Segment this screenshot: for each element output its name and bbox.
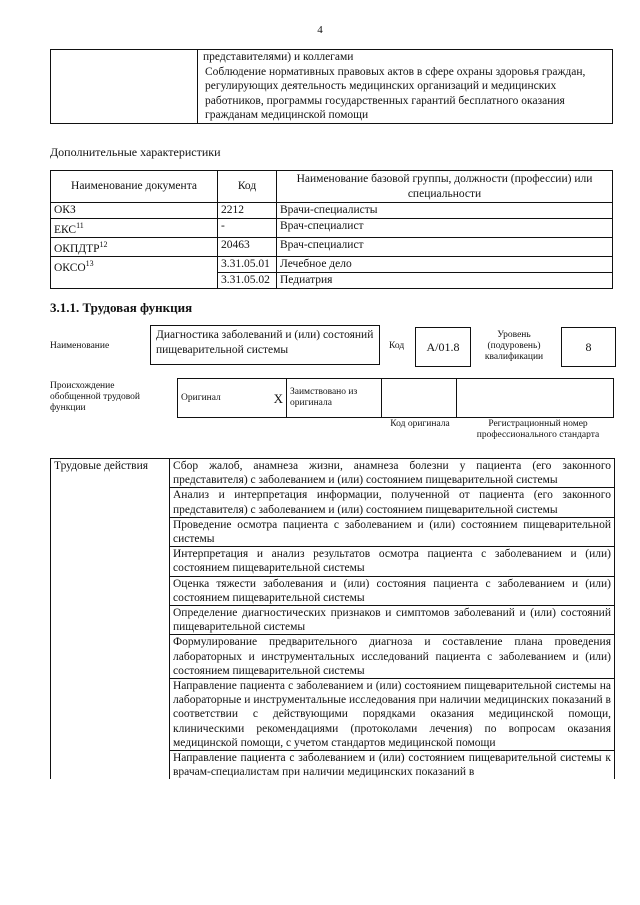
name-cell: Врачи-специалисты [277, 203, 613, 219]
table-row [51, 218, 613, 237]
page-number: 4 [317, 24, 323, 36]
function-heading: 3.1.1. Трудовая функция [50, 300, 193, 315]
code-label: Код [389, 341, 405, 351]
level-label: Уровень (подуровень) квалификации [484, 330, 544, 362]
action-item: Проведение осмотра пациента с заболеванием и (или) состоянием пищеварительной системы [170, 517, 615, 546]
action-item: Анализ и интерпретация информации, полученной от пациента (его законного представителя) с заболеванием и (или) состоянием пищеварительной системы [170, 488, 615, 517]
action-item: Сбор жалоб, анамнеза жизни, анамнеза болезни у пациента (его законного представителя) с заболеванием и (или) состоянием пищеварительной системы [170, 459, 615, 488]
name-cell: Врач-специалист [277, 238, 613, 257]
actions-label: Трудовые действия [51, 459, 170, 780]
additional-title: Дополнительные характеристики [50, 145, 221, 159]
empty-label-cell [51, 50, 198, 124]
action-item: Направление пациента с заболеванием и (или) состоянием пищеварительной системы на лабораторные и инструментальные исследования при наличии медицинских показаний в соответствии с действующими порядками оказания медицинской помощи, клиническими рекомендациями (протоколами лечения) по вопросам оказания медицинской помощи, с учетом стандартов медицинской помощи [170, 679, 615, 751]
doc-name: ОКСО [54, 262, 86, 275]
continuation-table [50, 49, 613, 124]
continuation-paragraph: Соблюдение нормативных правовых актов в сфере охраны здоровья граждан, регулирующих деятельность медицинских организаций и медицинских работников, программы государственных гарантий бесплатного оказания гражданам медицинской помощи [205, 65, 586, 122]
action-item: Оценка тяжести заболевания и (или) состояния пациента с заболеванием и (или) состоянием пищеварительной системы [170, 576, 615, 605]
name-cell: Педиатрия [277, 273, 613, 289]
footnote-mark: 12 [99, 240, 108, 250]
name-cell: Врач-специалист [277, 218, 613, 237]
code-original-cell [382, 379, 457, 418]
action-item: Формулирование предварительного диагноза и составление плана проведения лабораторных и инструментальных исследований пациента с заболеванием и (или) состоянием пищеварительной системы [170, 635, 615, 679]
code-original-label: Код оригинала [390, 419, 450, 429]
actions-table [50, 458, 615, 779]
original-mark: X [268, 379, 287, 418]
footnote-mark: 11 [76, 220, 84, 230]
function-name: Диагностика заболеваний и (или) состояний пищеварительной системы [150, 325, 380, 365]
action-item: Интерпретация и анализ результатов осмотра пациента с заболеванием и (или) состоянием пищеварительной системы [170, 547, 615, 576]
code-cell: 20463 [218, 238, 277, 257]
doc-name: ОКЗ [54, 204, 76, 216]
function-code: А/01.8 [415, 327, 471, 367]
origin-label: Происхождение обобщенной трудовой функции [50, 381, 140, 413]
origin-table [177, 378, 614, 418]
code-cell: 2212 [218, 203, 277, 219]
doc-name: ОКПДТР [54, 242, 100, 255]
level-value: 8 [561, 327, 616, 367]
doc-name: ЕКС [54, 223, 77, 236]
action-item: Определение диагностических признаков и симптомов заболеваний и (или) состояний пищеварительной системы [170, 606, 615, 635]
header-name: Наименование базовой группы, должности (профессии) или специальности [277, 171, 613, 203]
action-item: Направление пациента с заболеванием и (или) состоянием пищеварительной системы к врачам-специалистам при наличии медицинских показаний в [170, 751, 615, 780]
name-label: Наименование [50, 341, 110, 351]
table-row [51, 203, 613, 219]
additional-table [50, 170, 613, 289]
continuation-line: представителями) и коллегами [203, 51, 354, 63]
header-doc: Наименование документа [51, 171, 218, 203]
original-label: Оригинал [178, 379, 269, 418]
table-row [51, 459, 615, 488]
code-cell: 3.31.05.01 [218, 257, 277, 273]
code-cell: - [218, 218, 277, 237]
footnote-mark: 13 [85, 259, 94, 269]
table-row [51, 257, 613, 273]
borrowed-label: Заимствовано из оригинала [287, 379, 382, 418]
continuation-cell [198, 50, 613, 124]
table-row [51, 238, 613, 257]
code-cell: 3.31.05.02 [218, 273, 277, 289]
reg-number-cell [457, 379, 614, 418]
name-cell: Лечебное дело [277, 257, 613, 273]
reg-number-label: Регистрационный номер профессионального стандарта [476, 419, 600, 440]
header-code: Код [218, 171, 277, 203]
